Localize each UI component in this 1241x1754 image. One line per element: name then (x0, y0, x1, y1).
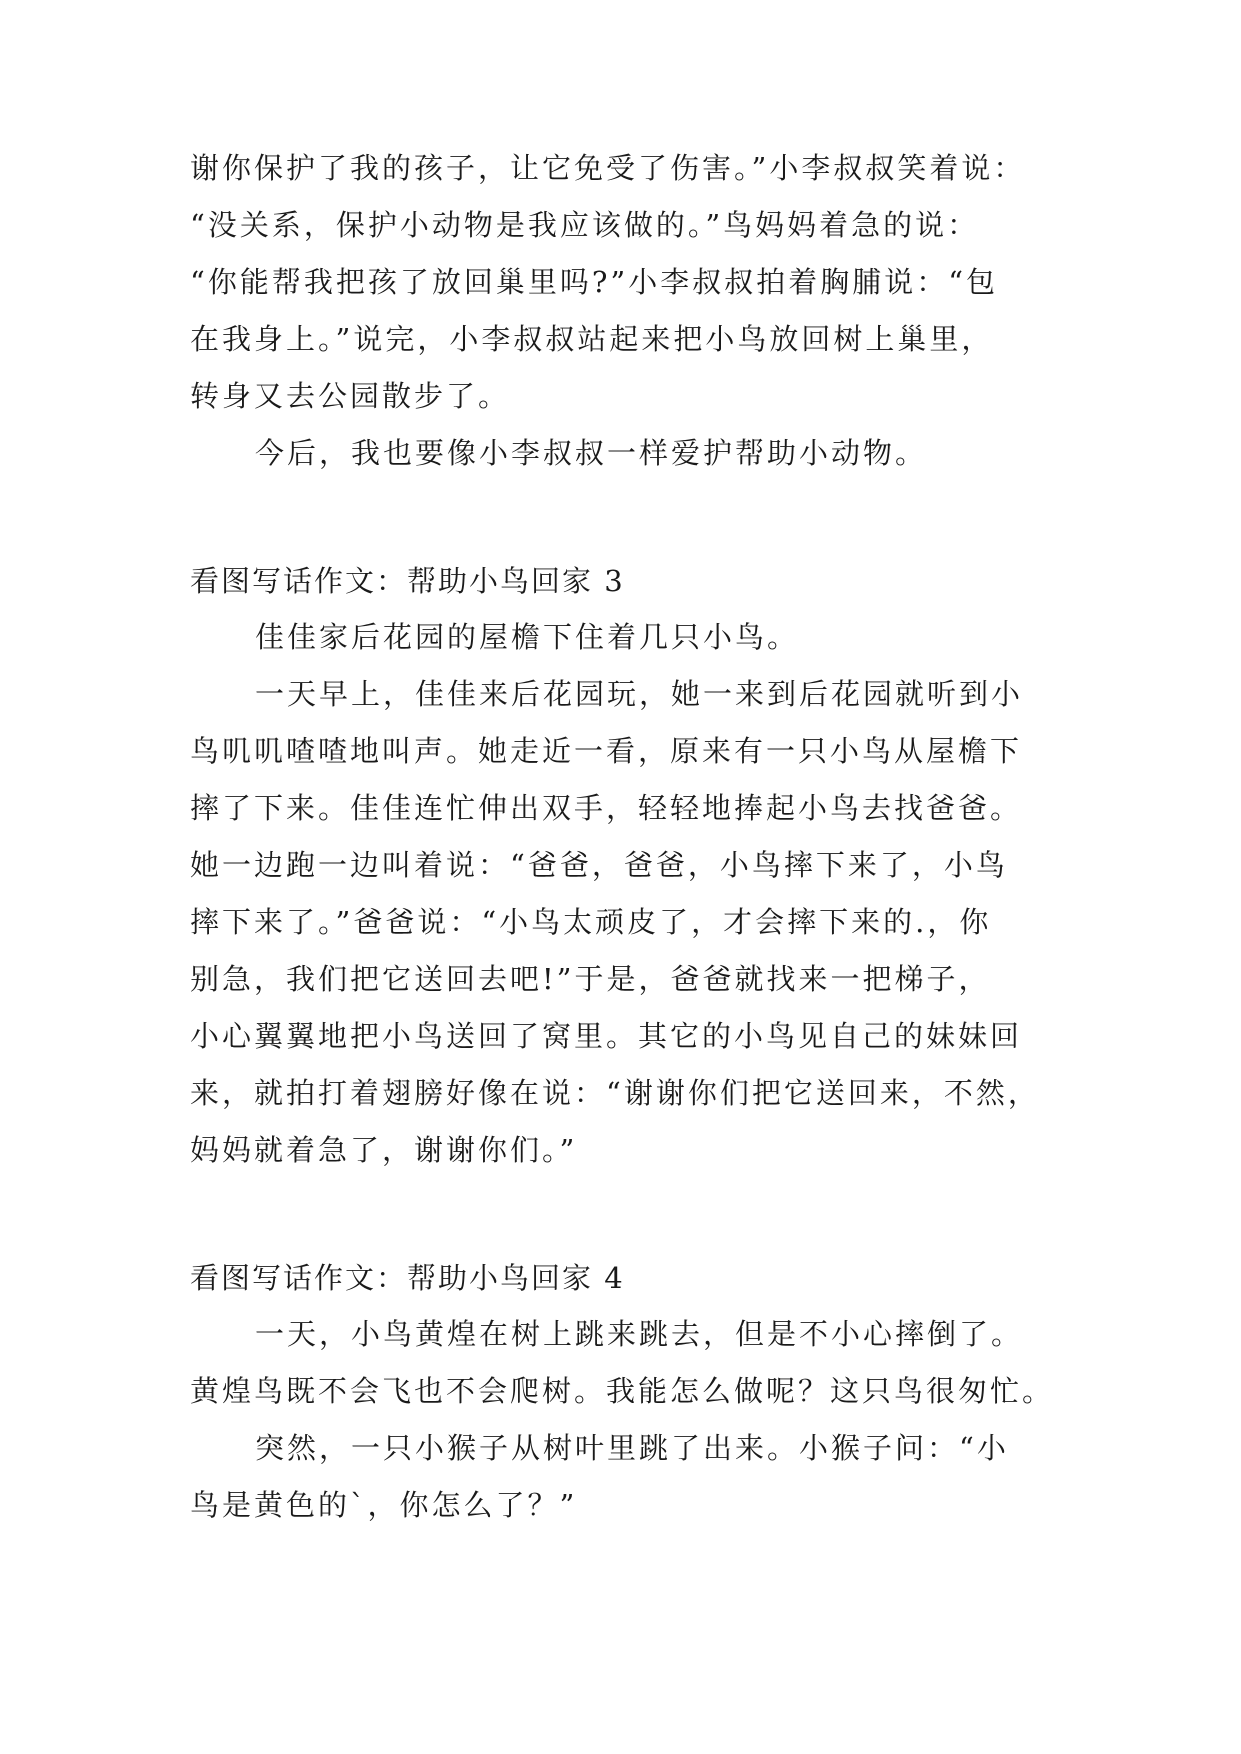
paragraph-line: 鸟叽叽喳喳地叫声。她走近一看，原来有一只小鸟从屋檐下 (190, 734, 1023, 768)
paragraph-line: “没关系，保护小动物是我应该做的。”鸟妈妈着急的说： (190, 208, 980, 242)
paragraph-line: 在我身上。”说完，小李叔叔站起来把小鸟放回树上巢里， (190, 322, 994, 356)
paragraph-line: 她一边跑一边叫着说：“爸爸，爸爸，小鸟摔下来了，小鸟 (190, 848, 1008, 882)
paragraph-line: 转身又去公园散步了。 (190, 379, 511, 413)
section-heading: 看图写话作文：帮助小鸟回家 4 (190, 1261, 625, 1295)
paragraph-line: 黄煌鸟既不会飞也不会爬树。我能怎么做呢？这只鸟很匆忙。 (190, 1374, 1055, 1408)
paragraph-line: 别急，我们把它送回去吧!”于是，爸爸就找来一把梯子， (190, 962, 991, 996)
paragraph-line: 一天，小鸟黄煌在树上跳来跳去，但是不小心摔倒了。 (255, 1317, 1024, 1351)
paragraph-line: 突然，一只小猴子从树叶里跳了出来。小猴子问：“小 (255, 1431, 1009, 1465)
paragraph-line: 来，就拍打着翅膀好像在说：“谢谢你们把它送回来，不然， (190, 1076, 1040, 1110)
paragraph-line: “你能帮我把孩了放回巢里吗?”小李叔叔拍着胸脯说：“包 (190, 265, 999, 299)
paragraph-line: 鸟是黄色的`，你怎么了？” (190, 1488, 578, 1522)
paragraph-line: 谢你保护了我的孩子，让它免受了伤害。”小李叔叔笑着说： (190, 151, 1026, 185)
paragraph-line: 摔下来了。”爸爸说：“小鸟太顽皮了，才会摔下来的.，你 (190, 905, 992, 939)
paragraph-line: 今后，我也要像小李叔叔一样爱护帮助小动物。 (255, 436, 928, 470)
paragraph-line: 妈妈就着急了，谢谢你们。” (190, 1133, 578, 1167)
paragraph-line: 一天早上，佳佳来后花园玩，她一来到后花园就听到小 (255, 677, 1024, 711)
paragraph-line: 摔了下来。佳佳连忙伸出双手，轻轻地捧起小鸟去找爸爸。 (190, 791, 1023, 825)
paragraph-line: 小心翼翼地把小鸟送回了窝里。其它的小鸟见自己的妹妹回 (190, 1019, 1023, 1053)
paragraph-line: 佳佳家后花园的屋檐下住着几只小鸟。 (255, 620, 800, 654)
section-heading: 看图写话作文：帮助小鸟回家 3 (190, 564, 625, 598)
